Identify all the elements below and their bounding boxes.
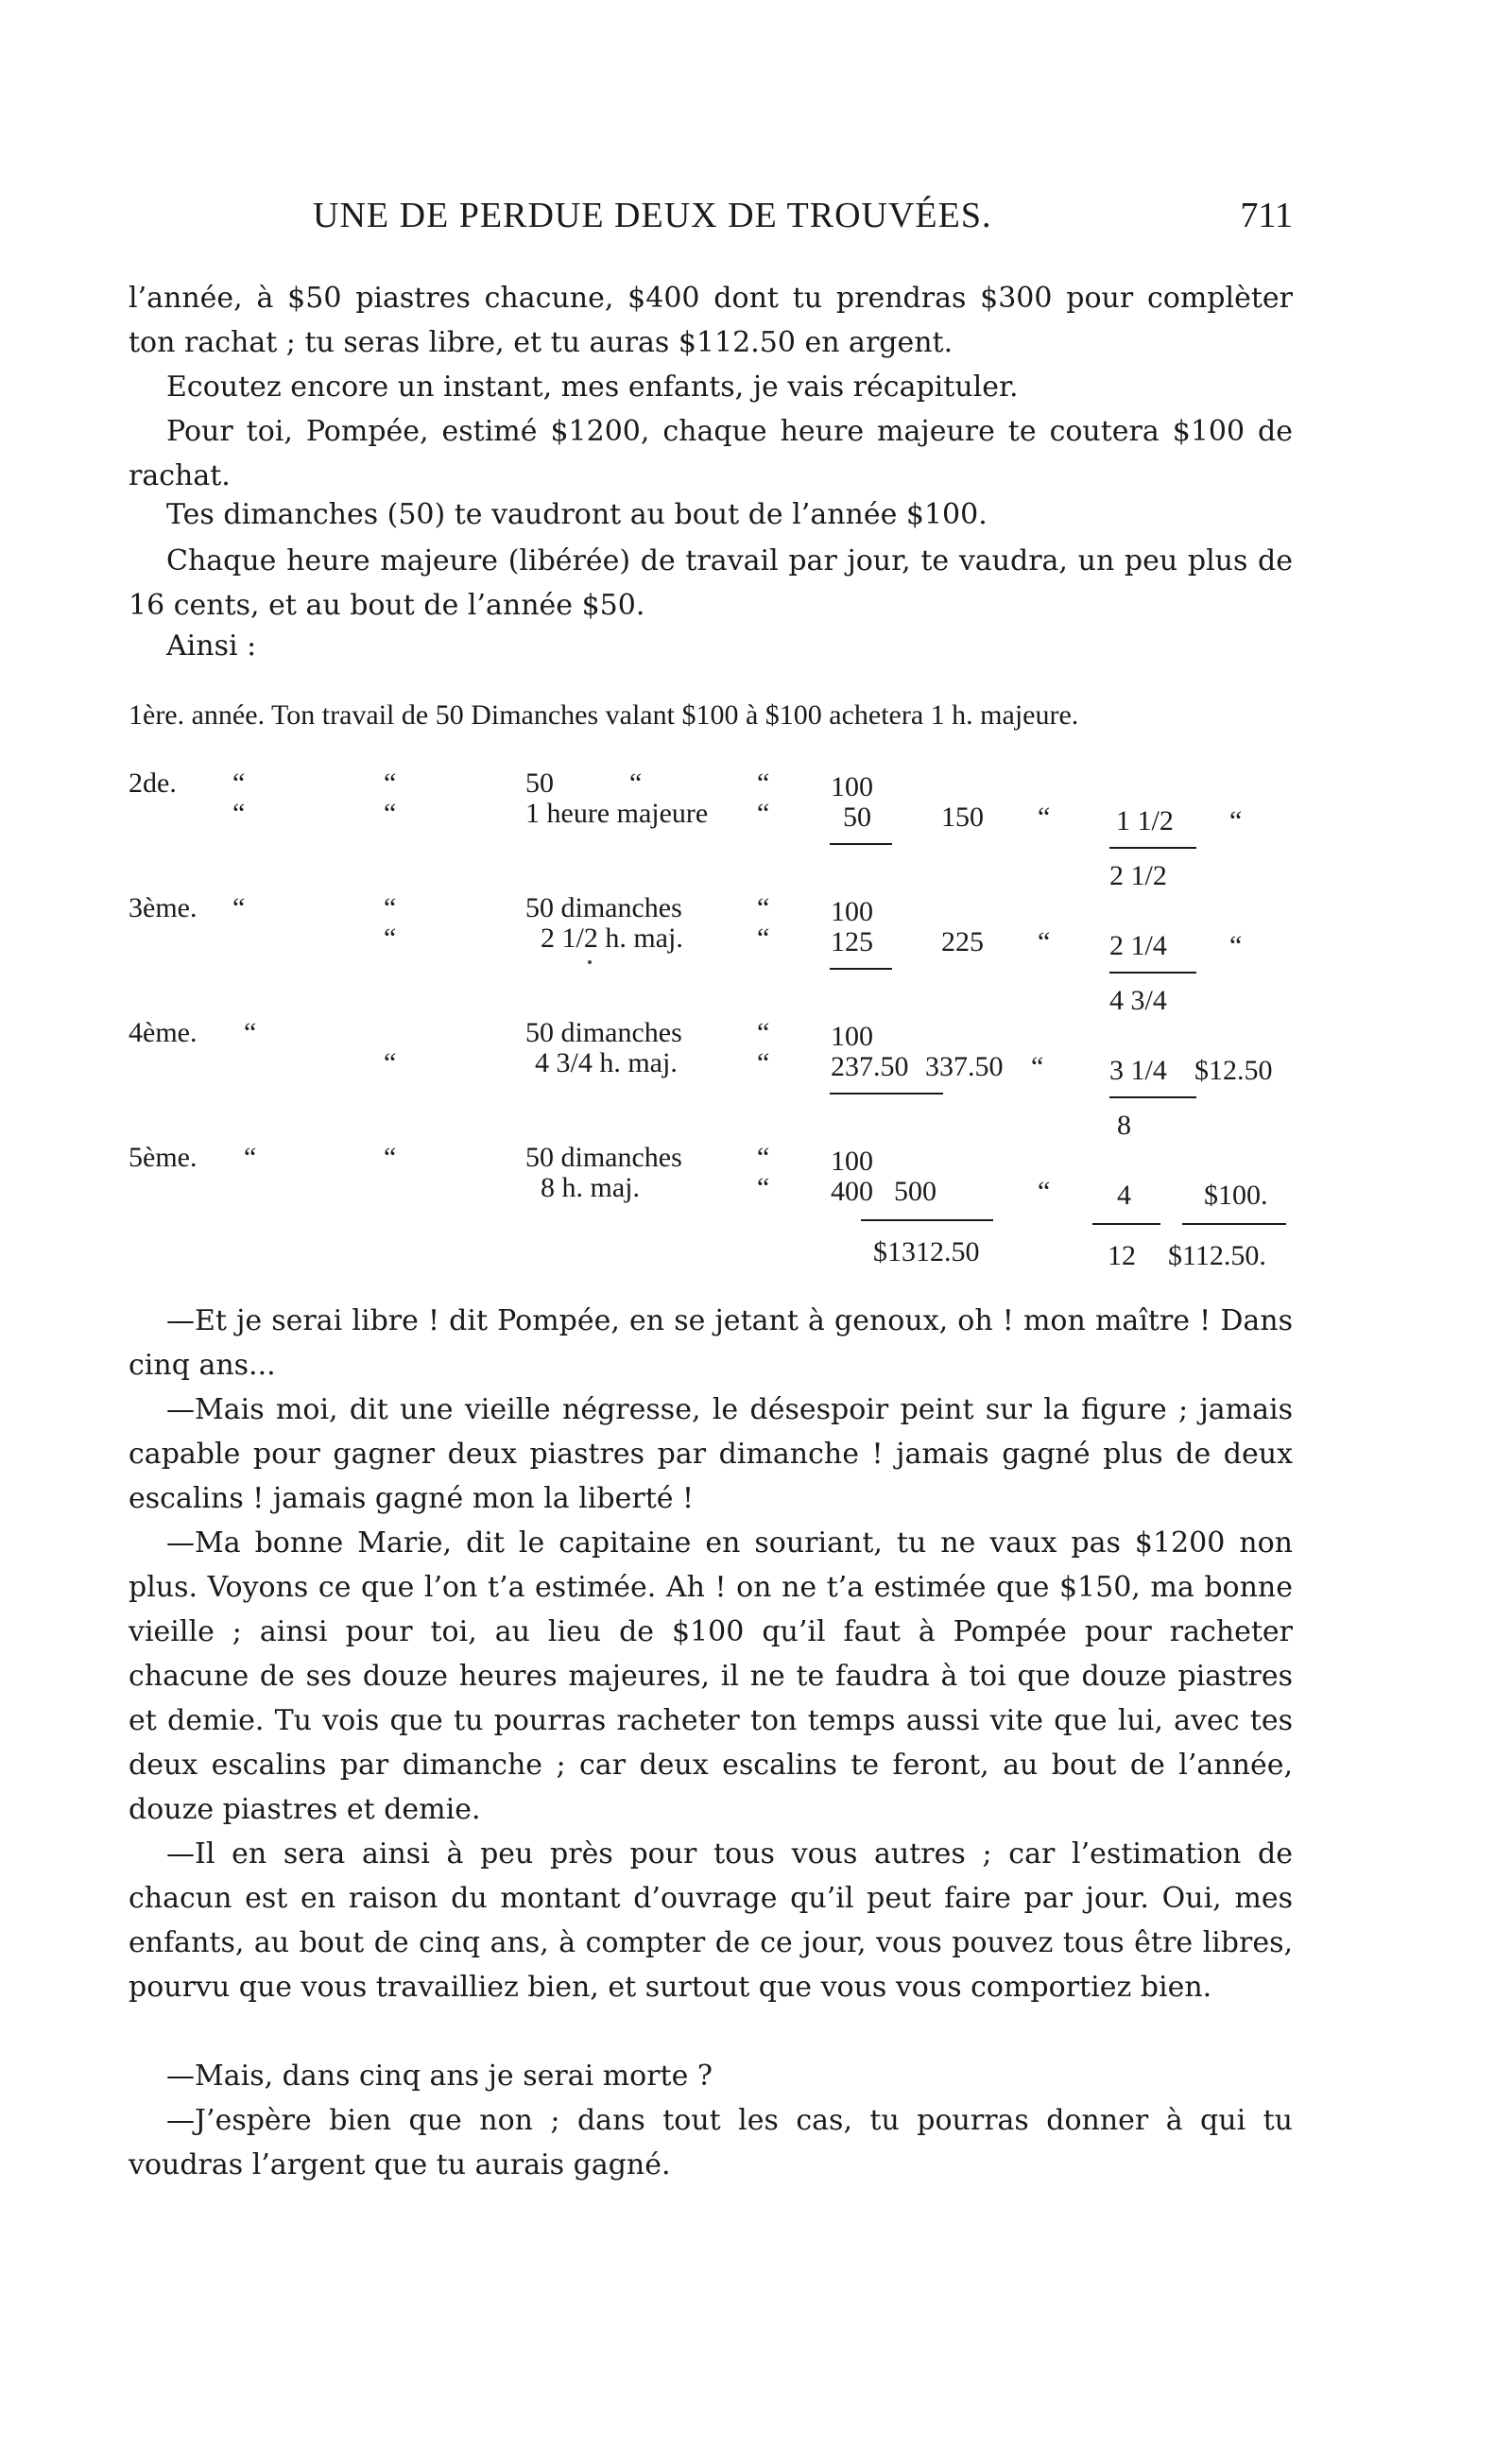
sum-rule	[1109, 972, 1196, 974]
dialogue-paragraph: —Mais moi, dit une vieille négresse, le désespoir peint sur la figure ; jamais capable pour gagner deux piastres par dimanche ! jamais gagné plus de deux escalins ! jamais gagné mon la liberté !	[129, 1393, 1293, 1515]
ditto-mark: “	[232, 798, 246, 829]
paragraph: Chaque heure majeure (libérée) de travail par jour, te vaudra, un peu plus de 16 cents, et au bout de l’année $50.	[129, 544, 1293, 622]
page-header	[129, 195, 1293, 251]
row-total: 150	[941, 802, 984, 833]
paragraph: Ecoutez encore un instant, mes enfants, je vais récapituler.	[166, 371, 1019, 404]
hours: 3 1/4	[1109, 1055, 1167, 1086]
hours: 1 1/2	[1116, 805, 1174, 836]
ditto-mark: “	[1038, 926, 1051, 957]
item-label: 50	[525, 767, 554, 799]
sum-rule	[1109, 847, 1196, 849]
ditto-mark: “	[244, 1142, 257, 1173]
ditto-mark: “	[757, 922, 770, 954]
hours-total: 8	[1117, 1110, 1131, 1141]
year-label: 4ème.	[129, 1017, 198, 1048]
table-first-row: 1ère. année. Ton travail de 50 Dimanches valant $100 à $100 achetera 1 h. majeure.	[129, 699, 1079, 731]
sum-rule	[1182, 1223, 1286, 1225]
ditto-mark: “	[1038, 1176, 1051, 1207]
item-label: 8 h. maj.	[541, 1172, 640, 1203]
ditto-mark: “	[232, 767, 246, 799]
item-label: 1 heure majeure	[525, 798, 709, 829]
ditto-mark: “	[757, 767, 770, 799]
sum-rule	[1092, 1223, 1160, 1225]
ditto-mark: “	[384, 922, 397, 954]
hours: 2 1/4	[1109, 930, 1167, 961]
item-label: 50 dimanches	[525, 1017, 682, 1048]
ditto-mark: “	[757, 798, 770, 829]
year-label: 5ème.	[129, 1142, 198, 1173]
grand-total: $1312.50	[873, 1236, 980, 1267]
ditto-mark: “	[384, 798, 397, 829]
paragraph: Pour toi, Pompée, estimé $1200, chaque heure majeure te coutera $100 de rachat.	[129, 415, 1293, 492]
ditto-mark: “	[757, 1017, 770, 1048]
dialogue-paragraph: —Mais, dans cinq ans je serai morte ?	[166, 2060, 713, 2093]
paragraph: l’année, à $50 piastres chacune, $400 dont tu prendras $300 pour complèter ton rachat ; tu seras libre, et tu auras $112.50 en argent.	[129, 282, 1293, 359]
ditto-mark: “	[1038, 802, 1051, 833]
row-total: 337.50	[925, 1051, 1004, 1082]
value: 100	[831, 1146, 873, 1177]
ditto-mark: “	[757, 1142, 770, 1173]
item-label: 2 1/2 h. maj.	[541, 922, 683, 954]
ditto-mark: “	[384, 1047, 397, 1078]
ditto-mark: “	[1229, 930, 1243, 961]
value: 50	[843, 802, 871, 833]
value: 237.50	[831, 1051, 909, 1082]
calculation-table	[129, 699, 1293, 1304]
year-label: 2de.	[129, 767, 177, 799]
page-number: 711	[1240, 196, 1293, 235]
ditto-mark: “	[384, 892, 397, 923]
value: 100	[831, 1021, 873, 1052]
value: 100	[831, 771, 873, 802]
value: 125	[831, 926, 873, 957]
ditto-mark: “	[244, 1017, 257, 1048]
sum-rule	[830, 1093, 943, 1095]
sum-rule	[830, 968, 892, 970]
ink-speck	[588, 960, 592, 964]
ditto-mark: “	[384, 1142, 397, 1173]
grand-money: $112.50.	[1168, 1240, 1266, 1271]
value: 100	[831, 896, 873, 927]
value: 400	[831, 1176, 873, 1207]
year-label: 3ème.	[129, 892, 198, 923]
paragraph: Tes dimanches (50) te vaudront au bout de l’année $100.	[166, 498, 988, 531]
row-total: 225	[941, 926, 984, 957]
dialogue-paragraph: —J’espère bien que non ; dans tout les cas, tu pourras donner à qui tu voudras l’argent que tu aurais gagné.	[129, 2104, 1293, 2181]
dialogue-paragraph: —Il en sera ainsi à peu près pour tous vous autres ; car l’estimation de chacun est en raison du montant d’ouvrage qu’il peut faire par jour. Oui, mes enfants, au bout de cinq ans, à compter de ce jour, vous pouvez tous être libres, pourvu que vous travailliez bien, et surtout que vous vous comportiez bien.	[129, 1837, 1293, 2004]
hours-total: 4 3/4	[1109, 985, 1167, 1016]
hours: 4	[1117, 1180, 1131, 1211]
ditto-mark: “	[757, 1172, 770, 1203]
dialogue-paragraph: —Et je serai libre ! dit Pompée, en se jetant à genoux, oh ! mon maître ! Dans cinq ans...	[129, 1304, 1293, 1382]
running-title: UNE DE PERDUE DEUX DE TROUVÉES.	[313, 196, 992, 235]
ditto-mark: “	[757, 892, 770, 923]
dialogue-paragraph: —Ma bonne Marie, dit le capitaine en souriant, tu ne vaux pas $1200 non plus. Voyons ce que l’on t’a estimée. Ah ! on ne t’a estimée que $150, ma bonne vieille ; ainsi pour toi, au lieu de $100 qu’il faut à Pompée pour racheter chacune de ses douze heures majeures, il ne te faudra à toi que douze piastres et demie. Tu vois que tu pourras racheter ton temps aussi vite que lui, avec tes deux escalins par dimanche ; car deux escalins te feront, au bout de l’année, douze piastres et demie.	[129, 1526, 1293, 1826]
row-total: 500	[894, 1176, 936, 1207]
item-label: 50 dimanches	[525, 892, 682, 923]
item-label: 50 dimanches	[525, 1142, 682, 1173]
ditto-mark: “	[1229, 805, 1243, 836]
hours-total: 2 1/2	[1109, 860, 1167, 891]
ditto-mark: “	[384, 767, 397, 799]
ditto-mark: “	[757, 1047, 770, 1078]
money: $12.50	[1194, 1055, 1273, 1086]
grand-hours: 12	[1108, 1240, 1136, 1271]
item-label: 4 3/4 h. maj.	[535, 1047, 678, 1078]
sum-rule	[861, 1219, 993, 1221]
ditto-mark: “	[629, 767, 643, 799]
ditto-mark: “	[1031, 1051, 1044, 1082]
ditto-mark: “	[232, 892, 246, 923]
paragraph: Ainsi :	[166, 629, 257, 663]
sum-rule	[1109, 1096, 1196, 1098]
sum-rule	[830, 843, 892, 845]
money: $100.	[1204, 1180, 1268, 1211]
